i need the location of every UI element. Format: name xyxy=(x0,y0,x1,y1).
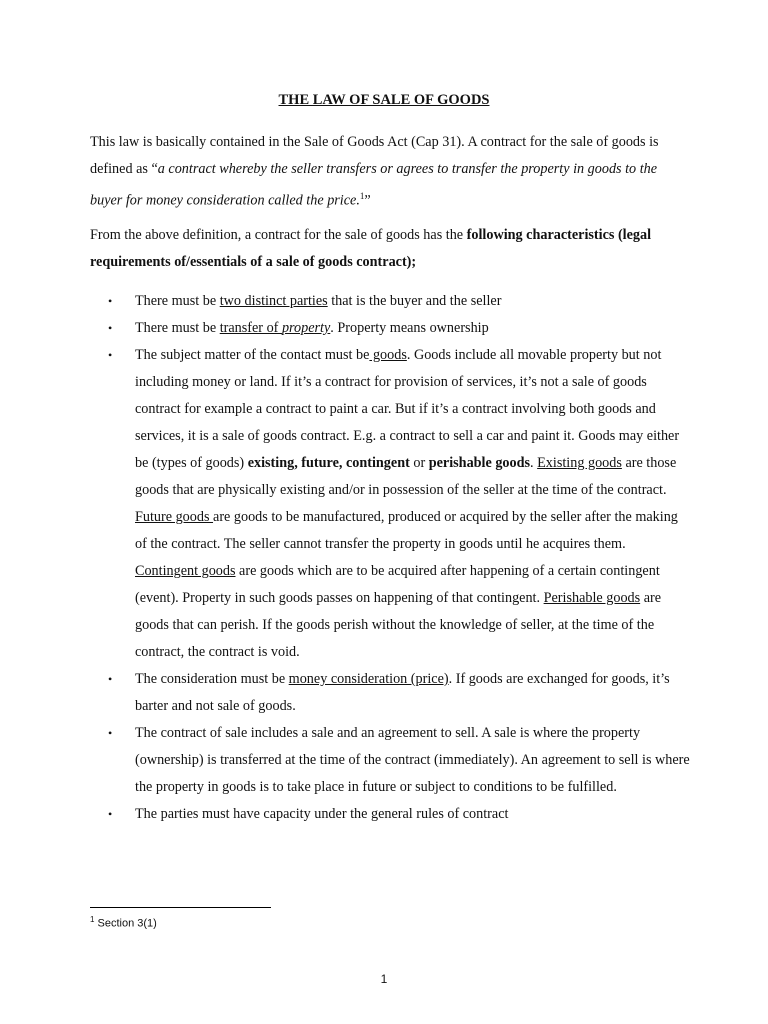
item-text: are those goods that are physically existing and/or in possession of the seller at the time of the contract. xyxy=(135,455,677,498)
item-underlined-text: transfer of xyxy=(219,320,282,336)
intro-lead: This law is basically contained in the Sale of Goods Act (Cap 31). A contract for the sale of goods is defined as “ xyxy=(90,134,659,177)
list-item xyxy=(90,801,690,828)
characteristics-list xyxy=(90,288,690,828)
item-underlined: Contingent goods xyxy=(135,563,236,579)
footnote-number: 1 xyxy=(90,915,95,924)
item-bold: perishable goods xyxy=(428,455,531,471)
item-text: The subject matter of the contact must be xyxy=(135,347,370,363)
bullet-icon: • xyxy=(108,807,113,821)
item-underlined: Existing goods xyxy=(537,455,622,471)
list-item xyxy=(90,342,690,666)
bullet-icon: • xyxy=(108,672,113,686)
list-item xyxy=(90,288,690,315)
list-item xyxy=(90,315,690,342)
footnote-text: Section 3(1) xyxy=(94,917,157,930)
definition-text: a contract whereby the seller transfers or agrees to transfer the property in goods to the buyer for money consideration called the price. xyxy=(90,161,658,209)
document-title: THE LAW OF SALE OF GOODS xyxy=(278,92,490,108)
characteristics-lead: From the above definition, a contract for the sale of goods has the xyxy=(90,227,467,243)
item-text: The contract of sale includes a sale and an agreement to sell. A sale is where the property (ownership) is transferred at the time of the contract (immediately). An agreement to sell is where the property in goods is to take place in future or subject to conditions to be fulfilled. xyxy=(135,725,690,795)
item-text: are goods which are to be acquired after happening of a certain contingent (event). Property in such goods passes on happening of that contingent. xyxy=(135,563,660,606)
characteristics-paragraph xyxy=(90,222,690,276)
intro-close: ” xyxy=(364,192,371,209)
item-bold: existing, future, contingent xyxy=(247,455,410,471)
item-text: There must be xyxy=(135,293,220,309)
footnote-reference[interactable]: 1 xyxy=(359,191,365,201)
page-number: 1 xyxy=(380,972,388,986)
footnote-divider xyxy=(90,907,271,908)
item-underlined: goods xyxy=(369,347,407,363)
item-text: . xyxy=(530,455,538,471)
bullet-icon: • xyxy=(108,348,113,362)
item-text: . Property means ownership xyxy=(330,320,489,336)
characteristics-heading: following characteristics (legal requirements of/essentials of a sale of goods contract); xyxy=(90,227,652,270)
bullet-icon: • xyxy=(108,294,113,308)
item-text: are goods to be manufactured, produced or acquired by the seller after the making of the contract. The seller cannot transfer the property in goods until he acquires them. xyxy=(135,509,678,552)
item-underlined xyxy=(220,320,331,336)
item-underlined: two distinct parties xyxy=(219,293,328,309)
item-underlined: Future goods xyxy=(135,509,214,525)
item-underlined: Perishable goods xyxy=(543,590,641,606)
item-text: There must be xyxy=(135,320,220,336)
footnote xyxy=(90,915,157,930)
bullet-icon: • xyxy=(108,321,113,335)
item-italic: property xyxy=(281,320,331,336)
bullet-icon: • xyxy=(108,726,113,740)
item-text: . If goods are exchanged for goods, it’s barter and not sale of goods. xyxy=(135,671,670,714)
item-text: The consideration must be xyxy=(135,671,289,687)
item-underlined: money consideration (price) xyxy=(288,671,449,687)
list-item xyxy=(90,666,690,720)
item-text: . Goods include all movable property but not including money or land. If it’s a contract for provision of services, it’s not a sale of goods contract for example a contract to paint a car. But if it’s a contract involving both goods and services, it is a sale of goods contract. E.g. a contract to sell a car and paint it. Goods may either be (types of goods) xyxy=(135,347,680,471)
list-item xyxy=(90,720,690,801)
item-text: that is the buyer and the seller xyxy=(327,293,502,309)
item-text: or xyxy=(409,455,429,471)
intro-paragraph xyxy=(90,129,690,215)
item-text: are goods that can perish. If the goods perish without the knowledge of seller, at the time of the contract, the contract is void. xyxy=(135,590,662,660)
item-text: The parties must have capacity under the general rules of contract xyxy=(135,806,509,822)
